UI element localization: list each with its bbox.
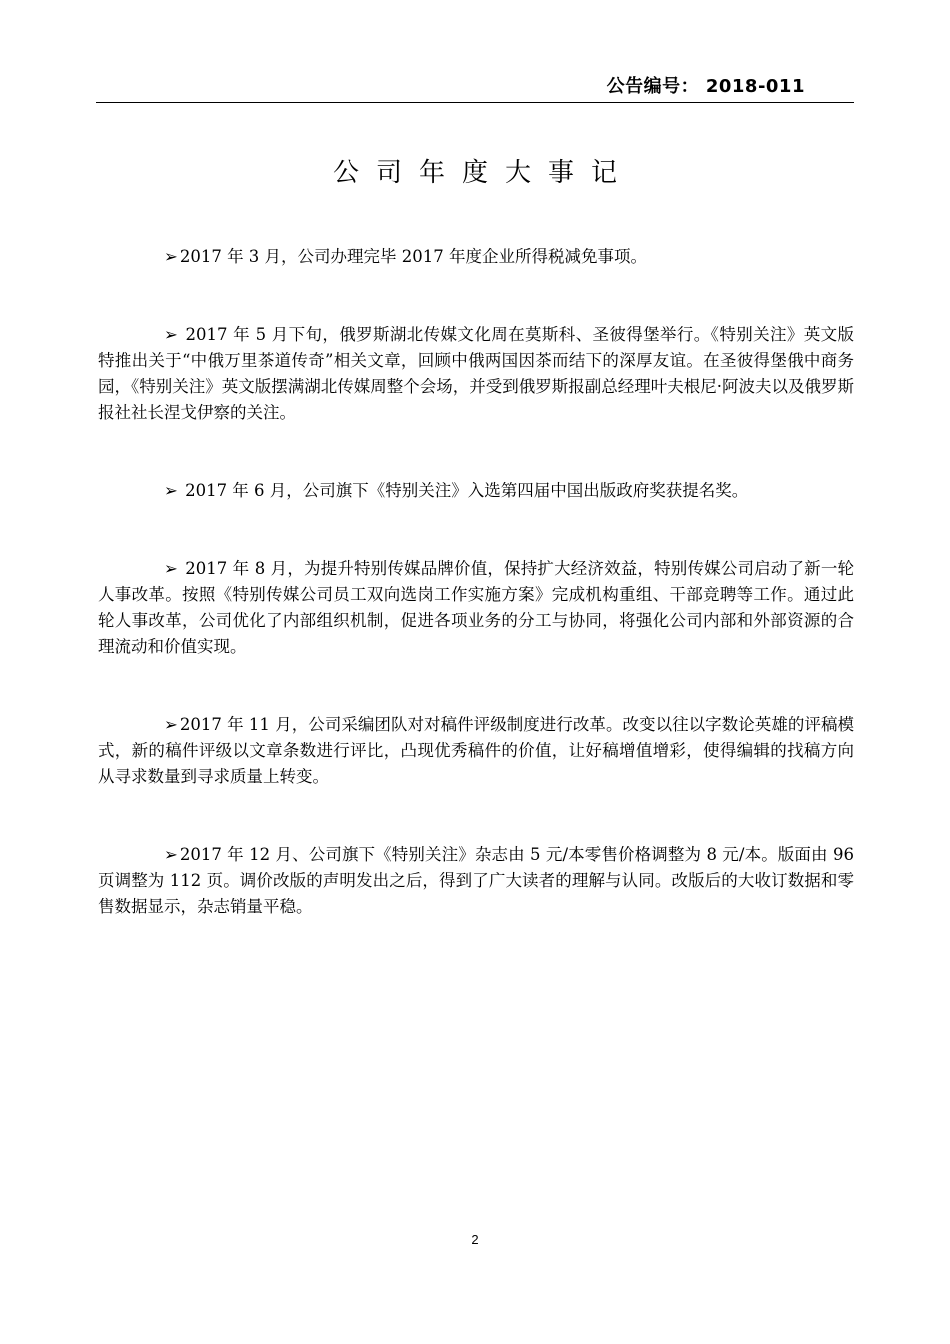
arrow-bullet-icon: ➢ [164,559,178,578]
announcement-number: 公告编号： 2018-011 [606,76,805,97]
page-number: 2 [471,1232,479,1247]
event-item [98,712,854,790]
header-divider [96,102,854,103]
arrow-bullet-icon: ➢ [164,481,178,500]
event-item [98,322,854,426]
arrow-bullet-icon: ➢ [164,247,178,266]
event-text: 2017 年 6 月，公司旗下《特别关注》入选第四届中国出版政府奖获提名奖。 [179,481,749,500]
event-text: 2017 年 3 月，公司办理完毕 2017 年度企业所得税减免事项。 [179,247,648,266]
arrow-bullet-icon: ➢ [164,325,178,344]
arrow-bullet-icon: ➢ [164,845,178,864]
event-list [98,244,854,920]
event-item [98,478,854,504]
event-item [98,556,854,660]
event-item [98,842,854,920]
event-text: 2017 年 5 月下旬，俄罗斯湖北传媒文化周在莫斯科、圣彼得堡举行。《特别关注》英文版特推出关于“中俄万里茶道传奇”相关文章，回顾中俄两国因茶而结下的深厚友谊。在圣彼得堡俄中商务园，《特别关注》英文版摆满湖北传媒周整个会场，并受到俄罗斯报副总经理叶夫根尼·阿波夫以及俄罗斯报社社长涅戈伊察的关注。 [98,325,854,422]
page-title: 公司年度大事记 [332,158,634,188]
arrow-bullet-icon: ➢ [164,715,178,734]
event-text: 2017 年 12 月、公司旗下《特别关注》杂志由 5 元/本零售价格调整为 8 元/本。版面由 96 页调整为 112 页。调价改版的声明发出之后，得到了广大读者的理解与认同。改版后的大收订数据和零售数据显示，杂志销量平稳。 [98,845,854,916]
event-text: 2017 年 8 月，为提升特别传媒品牌价值，保持扩大经济效益，特别传媒公司启动了新一轮人事改革。按照《特别传媒公司员工双向选岗工作实施方案》完成机构重组、干部竞聘等工作。通过此轮人事改革，公司优化了内部组织机制，促进各项业务的分工与协同，将强化公司内部和外部资源的合理流动和价值实现。 [98,559,854,656]
event-item [98,244,854,270]
event-text: 2017 年 11 月，公司采编团队对对稿件评级制度进行改革。改变以往以字数论英雄的评稿模式，新的稿件评级以文章条数进行评比，凸现优秀稿件的价值，让好稿增值增彩，使得编辑的找稿方向从寻求数量到寻求质量上转变。 [98,715,854,786]
